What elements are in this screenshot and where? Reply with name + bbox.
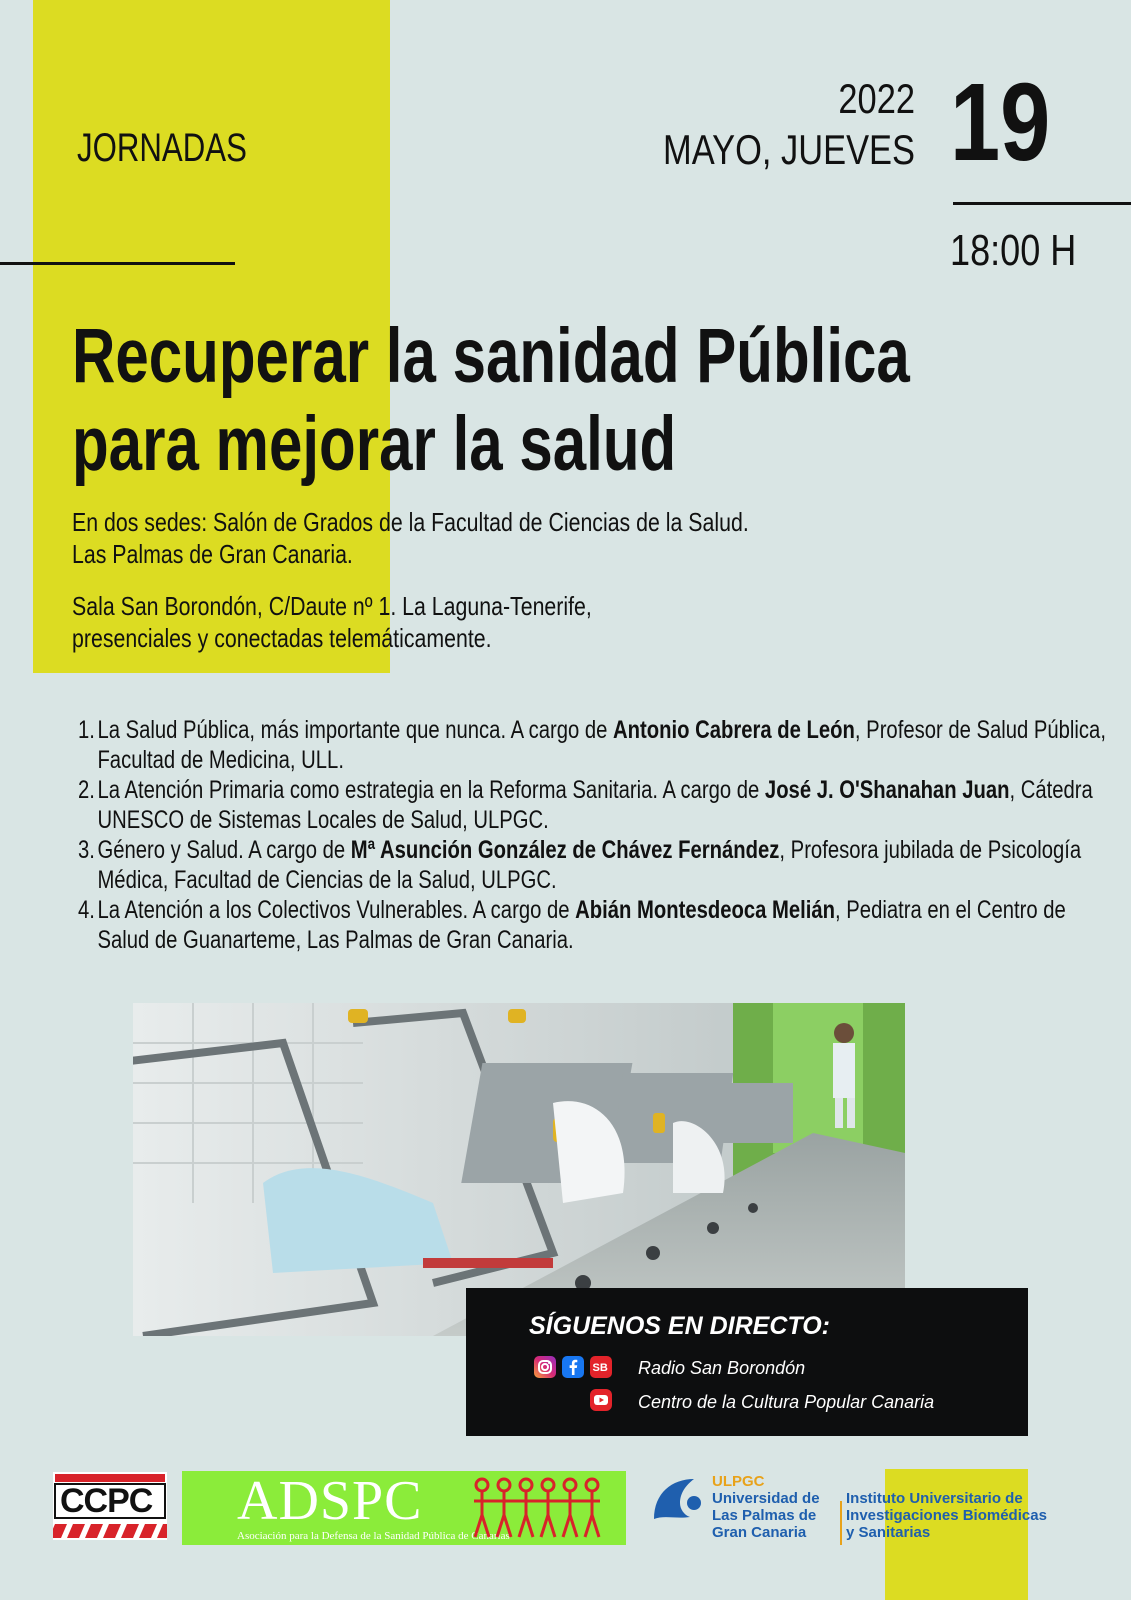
divider-right	[953, 202, 1131, 205]
page-title	[72, 312, 930, 488]
venue-line-3: Sala San Borondón, C/Daute nº 1. La Laguna-Tenerife,	[72, 591, 592, 621]
title-line-2: para mejorar la salud	[72, 401, 677, 487]
divider-left	[0, 262, 235, 265]
photo-illustration	[133, 1003, 905, 1336]
event-time: 18:00 H	[950, 226, 1077, 275]
facebook-icon[interactable]	[562, 1356, 584, 1378]
iuibs-line-3: y Sanitarias	[846, 1524, 931, 1541]
ulpgc-name-line-2: Las Palmas de	[712, 1507, 817, 1524]
item-speaker: Antonio Cabrera de León	[613, 716, 855, 744]
venue-primary	[72, 506, 859, 570]
list-item	[78, 895, 1123, 955]
list-item	[78, 775, 1123, 835]
people-chain-icon	[472, 1475, 622, 1541]
event-month-weekday: MAYO, JUEVES	[663, 126, 915, 173]
live-channel-2[interactable]: Centro de la Cultura Popular Canaria	[638, 1392, 935, 1412]
item-topic: La Salud Pública, más importante que nunca. A cargo de	[97, 716, 614, 744]
ulpgc-name-line-3: Gran Canaria	[712, 1524, 807, 1541]
ulpgc-iuibs-logo	[650, 1473, 1070, 1553]
adspc-logo	[182, 1471, 626, 1545]
iuibs-line-2: Investigaciones Biomédicas	[846, 1507, 1047, 1524]
item-speaker: Mª Asunción González de Chávez Fernández	[350, 836, 780, 864]
list-item	[78, 715, 1123, 775]
adspc-logo-text: ADSPC	[237, 1470, 423, 1532]
hospital-corridor-photo	[133, 1003, 905, 1336]
list-item	[78, 835, 1123, 895]
venue-line-4: presenciales y conectadas telemáticamente.	[72, 623, 492, 653]
item-topic: Género y Salud. A cargo de	[97, 836, 351, 864]
item-number: 4.	[78, 896, 95, 924]
ccpc-logo	[53, 1472, 167, 1540]
iuibs-line-1: Instituto Universitario de	[846, 1490, 1023, 1507]
item-affiliation: , Profesor de Salud Pública, Facultad de Medicina, ULL.	[97, 716, 1106, 774]
item-affiliation: , Cátedra UNESCO de Sistemas Locales de Salud, ULPGC.	[97, 776, 1093, 834]
program-list	[78, 715, 1123, 955]
event-type-label: JORNADAS	[77, 126, 247, 170]
item-affiliation: , Pediatra en el Centro de Salud de Guanarteme, Las Palmas de Gran Canaria.	[97, 896, 1066, 954]
venue-line-2: Las Palmas de Gran Canaria.	[72, 539, 353, 569]
ulpgc-abbrev: ULPGC	[712, 1473, 765, 1490]
event-day: 19	[950, 61, 1051, 184]
ulpgc-emblem-icon	[650, 1475, 708, 1521]
svg-text:SB: SB	[592, 1362, 608, 1374]
item-number: 1.	[78, 716, 95, 744]
item-topic: La Atención Primaria como estrategia en la Reforma Sanitaria. A cargo de	[97, 776, 765, 804]
item-speaker: José J. O'Shanahan Juan	[764, 776, 1010, 804]
item-affiliation: , Profesora jubilada de Psicología Médica, Facultad de Ciencias de la Salud, ULPGC.	[97, 836, 1082, 894]
adspc-logo-subtitle: Asociación para la Defensa de la Sanidad Pública de Canarias	[237, 1530, 510, 1542]
radio-sb-icon[interactable]	[590, 1356, 612, 1378]
item-number: 2.	[78, 776, 95, 804]
logo-divider	[840, 1501, 842, 1545]
live-stream-box	[466, 1288, 1028, 1436]
venue-line-1: En dos sedes: Salón de Grados de la Facultad de Ciencias de la Salud.	[72, 507, 749, 537]
live-title: SÍGUENOS EN DIRECTO:	[529, 1312, 830, 1340]
item-topic: La Atención a los Colectivos Vulnerables. A cargo de	[97, 896, 576, 924]
live-channel-1[interactable]: Radio San Borondón	[638, 1358, 806, 1378]
ccpc-logo-text: CCPC	[60, 1482, 153, 1520]
item-speaker: Abián Montesdeoca Melián	[575, 896, 836, 924]
ulpgc-name-line-1: Universidad de	[712, 1490, 820, 1507]
item-number: 3.	[78, 836, 95, 864]
event-year: 2022	[838, 75, 915, 122]
title-line-1: Recuperar la sanidad Pública	[72, 313, 910, 399]
venue-secondary	[72, 590, 859, 654]
instagram-icon[interactable]	[534, 1356, 556, 1378]
youtube-icon[interactable]	[590, 1389, 612, 1411]
